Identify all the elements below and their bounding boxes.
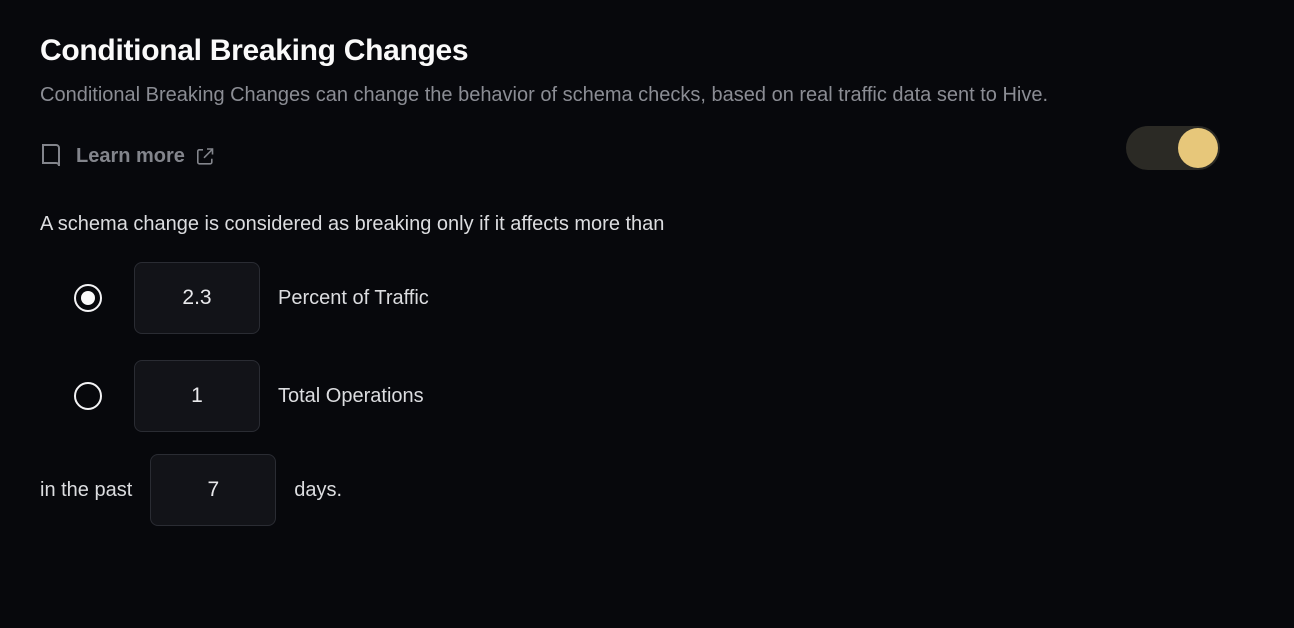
period-suffix-label: days.: [294, 478, 343, 501]
radio-total-operations[interactable]: [74, 382, 102, 410]
page-title: Conditional Breaking Changes: [40, 34, 469, 67]
conditional-breaking-changes-toggle[interactable]: [1126, 126, 1220, 170]
card-description: Conditional Breaking Changes can change the behavior of schema checks, based on real traffic data sent to Hive.: [40, 84, 1049, 106]
learn-more-label: Learn more: [76, 144, 185, 167]
book-icon: [40, 143, 64, 169]
percent-of-traffic-input[interactable]: [134, 262, 260, 334]
toggle-knob: [1178, 128, 1218, 168]
card-header-text: [40, 34, 1048, 109]
total-operations-input[interactable]: [134, 360, 260, 432]
external-link-icon: [197, 148, 214, 165]
period-row: [40, 454, 1254, 526]
percent-of-traffic-label: Percent of Traffic: [278, 286, 429, 309]
condition-sentence: A schema change is considered as breaking only if it affects more than: [40, 213, 665, 236]
learn-more-link[interactable]: [40, 143, 214, 169]
period-prefix-label: in the past: [40, 478, 133, 501]
option-row-total-operations: [40, 360, 1254, 432]
period-days-input[interactable]: [150, 454, 276, 526]
total-operations-label: Total Operations: [278, 384, 424, 407]
radio-percent-of-traffic[interactable]: [74, 284, 102, 312]
card-header: [40, 34, 1254, 109]
option-row-percent-of-traffic: [40, 262, 1254, 334]
